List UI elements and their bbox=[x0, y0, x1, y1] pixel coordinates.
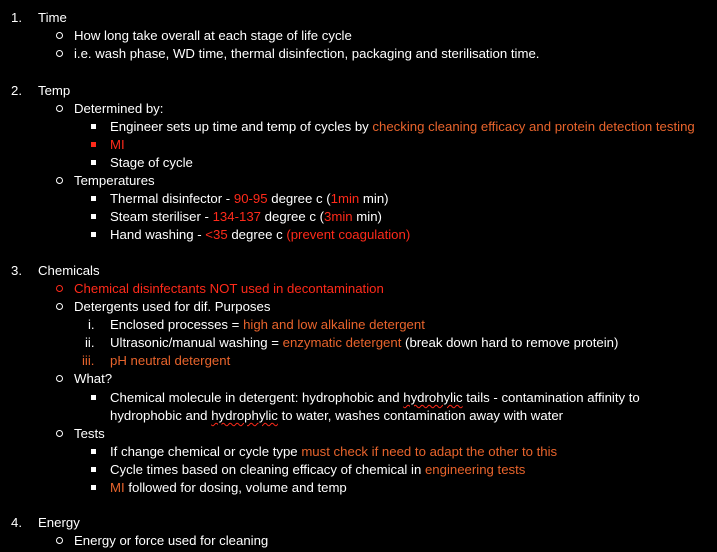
section-title: Chemicals bbox=[38, 263, 100, 278]
section-title: Temp bbox=[38, 83, 71, 98]
square-bullet-icon bbox=[91, 485, 96, 490]
circle-bullet-icon bbox=[56, 430, 63, 437]
circle-bullet-icon bbox=[56, 537, 63, 544]
square-bullet-icon bbox=[91, 449, 96, 454]
section-number: 2. bbox=[11, 83, 22, 98]
circle-bullet-icon bbox=[56, 32, 63, 39]
circle-bullet-icon bbox=[56, 177, 63, 184]
square-bullet-icon bbox=[91, 232, 96, 237]
circle-bullet-icon bbox=[56, 303, 63, 310]
roman-numeral: ii. bbox=[85, 335, 95, 350]
square-bullet-icon bbox=[91, 196, 96, 201]
circle-bullet-icon bbox=[56, 50, 63, 57]
section-number: 1. bbox=[11, 10, 22, 25]
square-bullet-icon bbox=[91, 214, 96, 219]
square-bullet-icon bbox=[91, 142, 96, 147]
square-bullet-icon bbox=[91, 467, 96, 472]
circle-bullet-icon bbox=[56, 285, 63, 292]
square-bullet-icon bbox=[91, 160, 96, 165]
roman-numeral: i. bbox=[88, 317, 95, 332]
section-title: Time bbox=[38, 10, 67, 25]
roman-numeral: iii. bbox=[82, 353, 95, 368]
square-bullet-icon bbox=[91, 124, 96, 129]
circle-bullet-icon bbox=[56, 105, 63, 112]
section-number: 4. bbox=[11, 515, 22, 530]
section-title: Energy bbox=[38, 515, 80, 530]
section-number: 3. bbox=[11, 263, 22, 278]
square-bullet-icon bbox=[91, 395, 96, 400]
circle-bullet-icon bbox=[56, 375, 63, 382]
